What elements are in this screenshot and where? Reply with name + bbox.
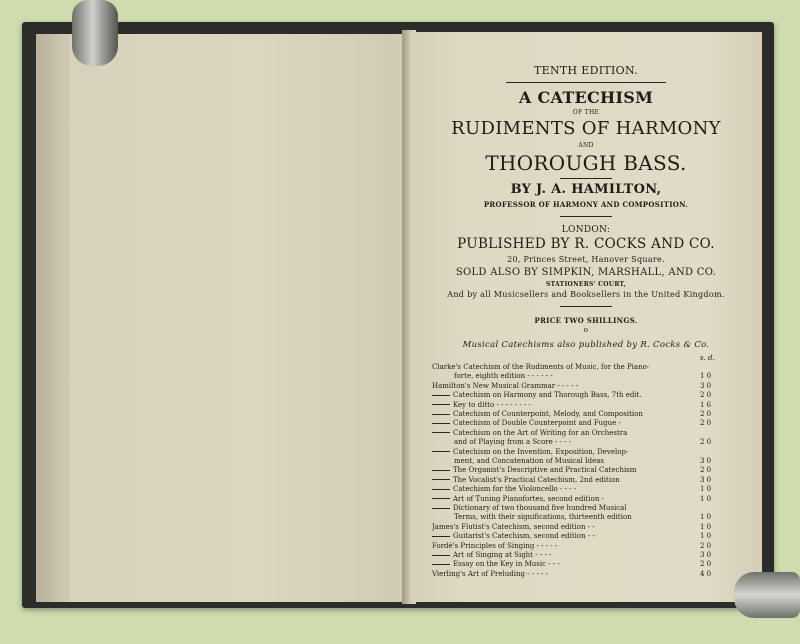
rule-short-2: [560, 216, 612, 217]
catalog-item-title: Clarke's Catechism of the Rudiments of Music, for the Piano-: [432, 363, 650, 371]
catalog-item: [432, 551, 718, 559]
catalog-item-price: 2 0: [700, 466, 712, 475]
rule-short-3: [560, 306, 612, 307]
catalog-item: [432, 523, 718, 531]
catalog-item: [432, 419, 718, 427]
catalog-item: [432, 410, 718, 418]
catalog-item-price: 2 0: [700, 438, 712, 447]
catalog-item: [432, 448, 718, 456]
catalog-item: [432, 466, 718, 474]
catalog-item-title: and of Playing from a Score - - - -: [454, 438, 572, 447]
catalog-item-title: The Organist's Descriptive and Practical Catechism: [453, 466, 637, 475]
catalog-item: [432, 504, 718, 512]
catalog-item: [432, 476, 718, 484]
catalog-item-title: Art of Singing at Sight - - - -: [453, 551, 552, 559]
catalog-item-title: Vierling's Art of Preluding - - - - -: [432, 569, 548, 578]
ditto-dash: [432, 508, 450, 509]
catalog-item: [432, 532, 718, 540]
ornament: o: [583, 326, 589, 334]
catalog-item-price: 3 0: [700, 551, 712, 559]
author: BY J. A. HAMILTON,: [510, 182, 662, 197]
ditto-dash: [432, 432, 450, 433]
catalog-item-title: Essay on the Key in Music - - -: [453, 560, 560, 569]
catalog-item: [432, 363, 718, 371]
title-line-1: A CATECHISM: [518, 88, 654, 107]
catalog-item: [432, 485, 718, 493]
catalog-item-price: 2 0: [700, 391, 712, 400]
catalog-item: [432, 438, 740, 446]
catalog-item: [432, 513, 740, 521]
title-line-4: AND: [578, 142, 594, 149]
catalog-item: [432, 391, 718, 399]
catalog-item-price: 1 0: [700, 513, 712, 522]
catalog-item-price: 2 0: [700, 419, 712, 428]
catalog-item-price: 3 0: [700, 457, 712, 465]
catalog-item-price: 1 0: [700, 372, 712, 381]
catalog-item-title: Catechism on the Invention, Exposition, Develop-: [453, 447, 629, 456]
title-page: [410, 32, 762, 602]
left-page-edge: [36, 34, 70, 602]
ditto-dash: [432, 423, 450, 424]
edition: TENTH EDITION.: [534, 64, 638, 77]
catalog-item-price: 2 0: [700, 410, 712, 418]
author-role: PROFESSOR OF HARMONY AND COMPOSITION.: [483, 200, 689, 209]
catalog-item-title: Guitarist's Catechism, second edition - -: [453, 532, 595, 541]
address: 20, Princes Street, Hanover Square.: [507, 255, 665, 264]
catalog-item-title: Hamilton's New Musical Grammar - - - - -: [432, 381, 579, 390]
catalog-item-title: Key to ditto - - - - - - - -: [453, 400, 531, 409]
ditto-dash: [432, 555, 450, 556]
catalog-item-price: 2 0: [700, 541, 712, 550]
place: LONDON:: [561, 225, 611, 235]
stationers-court: STATIONERS' COURT,: [545, 281, 626, 288]
catalog-item-price: 3 0: [700, 475, 712, 484]
sellers: And by all Musicsellers and Booksellers in the United Kingdom.: [447, 290, 725, 299]
publisher: PUBLISHED BY R. COCKS AND CO.: [457, 236, 715, 252]
title-line-2: OF THE: [572, 109, 600, 116]
catalog-item-price: 1 0: [700, 494, 712, 503]
catalog-item: [432, 372, 740, 380]
catalog-item-title: Dictionary of two thousand five hundred Musical: [453, 504, 627, 512]
ditto-dash: [432, 489, 450, 490]
catalog-item-title: Terms, with their significations, thirteenth edition: [454, 513, 632, 522]
ditto-dash: [432, 451, 450, 452]
title-line-5: THOROUGH BASS.: [485, 151, 687, 175]
title-line-3: RUDIMENTS OF HARMONY: [451, 118, 721, 139]
catalog-item-price: 1 0: [700, 485, 712, 494]
ditto-dash: [432, 564, 450, 565]
catalog-item: [432, 382, 718, 390]
catalog-item-title: Catechism of Double Counterpoint and Fugue -: [453, 419, 621, 428]
catalog-item-price: 3 0: [700, 381, 712, 390]
catalog-item-price: 4 0: [700, 569, 712, 578]
catalog-item: [432, 401, 718, 409]
catalog-item-price: 1 0: [700, 532, 712, 541]
catalog-item-title: Catechism on Harmony and Thorough Bass, 7th edit.: [453, 391, 642, 400]
rule-short: [560, 178, 612, 179]
catalog-item-title: Catechism on the Art of Writing for an Orchestra: [453, 428, 628, 437]
price-header: s. d.: [700, 354, 715, 362]
catalog-item: [432, 457, 740, 465]
catalog-item-title: Fordé's Principles of Singing - - - - -: [432, 541, 558, 550]
ditto-dash: [432, 404, 450, 405]
ditto-dash: [432, 414, 450, 415]
catalog-item-title: James's Flutist's Catechism, second edition - -: [432, 522, 595, 531]
catalog-item-title: Catechism for the Violoncello - - - -: [453, 485, 577, 494]
price: PRICE TWO SHILLINGS.: [534, 316, 638, 325]
catalog-item-title: ment, and Concatenation of Musical Ideas: [454, 457, 604, 465]
catalog-item-title: Art of Tuning Pianofortes, second edition -: [453, 494, 604, 503]
catalog-item-title: forte, eighth edition - - - - - -: [454, 372, 553, 381]
sold-also: SOLD ALSO BY SIMPKIN, MARSHALL, AND CO.: [455, 267, 717, 278]
left-flyleaf-page: [36, 34, 406, 602]
ditto-dash: [432, 395, 450, 396]
catalog-heading: Musical Catechisms also published by R. Cocks & Co.: [462, 340, 710, 350]
catalog-item: [432, 570, 718, 578]
ditto-dash: [432, 498, 450, 499]
catalog-item-price: 1 6: [700, 400, 712, 409]
rule-top: [506, 82, 666, 83]
ditto-dash: [432, 470, 450, 471]
catalog-item: [432, 495, 718, 503]
catalog-item: [432, 560, 718, 568]
metal-clip-top: [72, 0, 118, 66]
ditto-dash: [432, 536, 450, 537]
catalog-item-price: 2 0: [700, 560, 712, 569]
catalog-item-title: Catechism of Counterpoint, Melody, and Composition: [453, 410, 643, 418]
catalog-item-price: 1 0: [700, 522, 712, 531]
catalog-item: [432, 429, 718, 437]
catalog-item-title: The Vocalist's Practical Catechism, 2nd edition: [453, 475, 620, 484]
catalog-item: [432, 542, 718, 550]
ditto-dash: [432, 479, 450, 480]
metal-clip-bottom: [734, 572, 800, 618]
